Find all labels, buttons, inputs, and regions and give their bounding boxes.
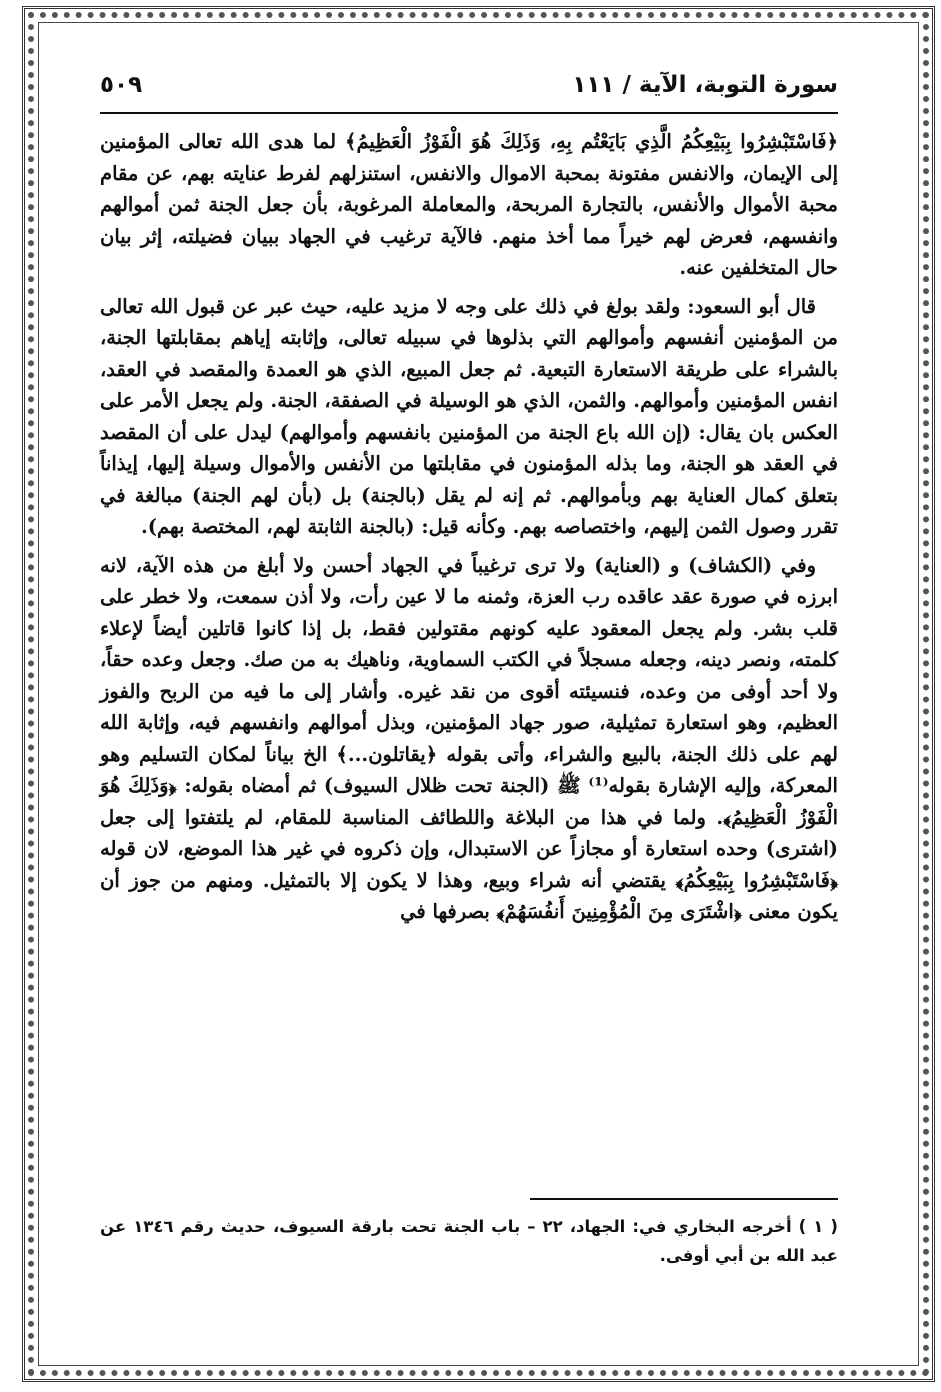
running-title: سورة التوبة، الآية / ١١١: [572, 72, 838, 98]
paragraph-2: قال أبو السعود: ولقد بولغ في ذلك على وجه لا مزيد عليه، حيث عبر عن قبول الله تعالى من المؤمنين أنفسهم وأموالهم التي بذلوها في سبيله تعالى، وإثابته إياهم بمقابلتها الجنة، بالشراء على طريقة الاستعارة التبعية. ثم جعل المبيع، الذي هو العمدة والمقصد في العقد، انفس المؤمنين وأموالهم. والثمن، الذي هو الوسيلة في الصفقة، الجنة. ولم يجعل الأمر على العكس بان يقال: (إن الله باع الجنة من المؤمنين بانفسهم وأموالهم) ليدل على أن المقصد في العقد هو الجنة، وما بذله المؤمنون في مقابلتها من الأنفس والأموال وسيلة إليها، إيذاناً بتعلق كمال العناية بهم وبأموالهم. ثم إنه لم يقل (بالجنة) بل (بأن لهم الجنة) مبالغة في تقرر وصول الثمن إليهم، واختصاصه بهم. وكأنه قيل: (بالجنة الثابتة لهم، المختصة بهم).: [100, 294, 838, 538]
footnote-rule: [530, 1198, 838, 1200]
main-text: [100, 126, 838, 928]
header-rule: [100, 112, 838, 114]
book-page: [100, 68, 838, 1328]
footnote: ( ١ ) أخرجه البخاري في: الجهاد، ٢٢ – باب الجنة تحت بارقة السيوف، حديث رقم ١٣٤٦ عن عبد الله بن أبي أوفى.: [100, 1217, 838, 1265]
page-number: ٥٠٩: [100, 72, 143, 98]
paragraph-3: وفي (الكشاف) و (العناية) ولا ترى ترغيباً في الجهاد أحسن ولا أبلغ من هذه الآية، لانه ابرزه في صورة عقد عاقده رب العزة، وثمنه ما لا عين رأت، ولا أذن سمعت، ولا خطر على قلب بشر. ولم يجعل المعقود عليه كونهم مقتولين فقط، بل إذا كانوا قاتلين أيضاً لإعلاء كلمته، ونصر دينه، وجعله مسجلاً في الكتب السماوية، وناهيك به من صك. وجعل وعده حقاً، ولا أحد أوفى من وعده، فنسيئته أقوى من نقد غيره. وأشار إلى ما فيه من الربح والفوز العظيم، وهو استعارة تمثيلية، صور جهاد المؤمنين، وبذل أموالهم وانفسهم فيه، وإثابة الله لهم على ذلك الجنة، بالبيع والشراء، وأتى بقوله ﴿يقاتلون...﴾ الخ بياناً لمكان التسليم وهو المعركة، وإليه الإشارة بقوله⁽¹⁾ ﷺ (الجنة تحت ظلال السيوف) ثم أمضاه بقوله: ﴿وَذَلِكَ هُوَ الْفَوْزُ الْعَظِيمُ﴾. ولما في هذا من البلاغة واللطائف المناسبة للمقام، لم يلتفتوا إلى جعل (اشترى) وحده استعارة أو مجازاً عن الاستبدال، وإن ذكروه في غير هذا الموضع، لان قوله ﴿فَاسْتَبْشِرُوا بِبَيْعِكُمُ﴾ يقتضي أنه شراء وبيع، وهذا لا يكون إلا بالتمثيل. ومنهم من جوز أن يكون معنى ﴿اشْتَرَى مِنَ الْمُؤْمِنِينَ أَنفُسَهُمْ﴾ بصرفها في: [100, 553, 838, 923]
paragraph-1: ﴿فَاسْتَبْشِرُوا بِبَيْعِكُمُ الَّذِي بَايَعْتُم بِهِ، وَذَلِكَ هُوَ الْفَوْزُ الْعَظِيمُ﴾ لما هدى الله تعالى المؤمنين إلى الإيمان، والانفس مفتونة بمحبة الاموال والانفس، استنزلهم لفرط عنايته بهم، عن مقام محبة الأموال والأنفس، بالتجارة المربحة، والمعاملة المرغوبة، بأن جعل الجنة ثمن أموالهم وانفسهم، فعرض لهم خيراً مما أخذ منهم. فالآية ترغيب في الجهاد ببيان فضيلته، إثر بيان حال المتخلفين عنه.: [100, 130, 838, 279]
page-header: [100, 68, 838, 114]
